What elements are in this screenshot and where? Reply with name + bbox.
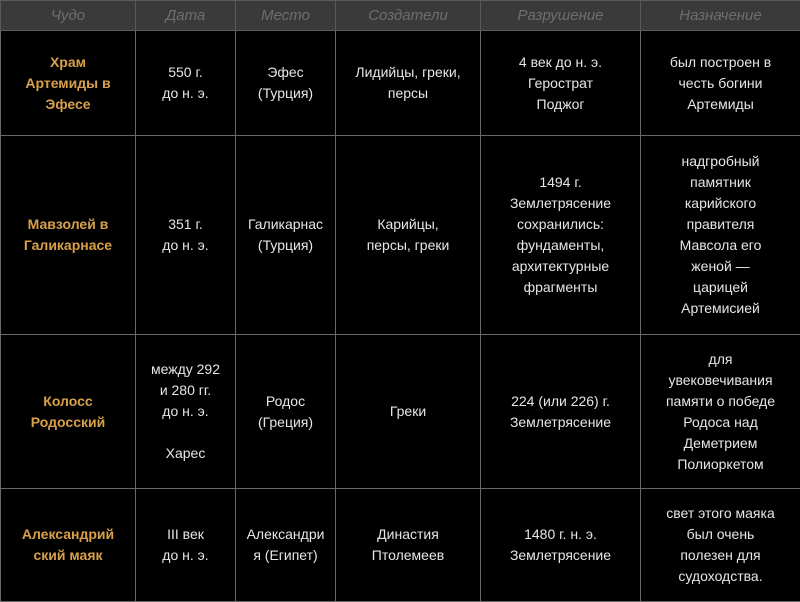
wonder-purpose: надгробный памятник карийского правителя Мавсола его женой — царицей Артемисией (641, 136, 800, 335)
wonder-creators: Карийцы, персы, греки (336, 136, 481, 335)
wonder-date: 550 г. до н. э. (136, 31, 236, 136)
wonder-name: Храм Артемиды в Эфесе (1, 31, 136, 136)
wonder-destruction: 1480 г. н. э. Землетрясение (481, 489, 641, 602)
header-purpose: Назначение (641, 1, 800, 31)
wonder-destruction: 224 (или 226) г. Землетрясение (481, 335, 641, 489)
wonder-name: Александрий ский маяк (1, 489, 136, 602)
wonder-date: между 292 и 280 гг. до н. э. Харес (136, 335, 236, 489)
table-row (1, 136, 800, 335)
wonder-place: Эфес (Турция) (236, 31, 336, 136)
header-date: Дата (136, 1, 236, 31)
wonder-place: Александри я (Египет) (236, 489, 336, 602)
table-row (1, 489, 800, 602)
wonder-place: Родос (Греция) (236, 335, 336, 489)
wonder-date: 351 г. до н. э. (136, 136, 236, 335)
wonder-destruction: 1494 г. Землетрясение сохранились: фундаменты, архитектурные фрагменты (481, 136, 641, 335)
table-row (1, 31, 800, 136)
header-row (1, 1, 800, 31)
wonder-purpose: для увековечивания памяти о победе Родоса над Деметрием Полиоркетом (641, 335, 800, 489)
wonder-creators: Греки (336, 335, 481, 489)
header-wonder: Чудо (1, 1, 136, 31)
header-creators: Создатели (336, 1, 481, 31)
wonder-purpose: свет этого маяка был очень полезен для судоходства. (641, 489, 800, 602)
wonder-name: Мавзолей в Галикарнасе (1, 136, 136, 335)
wonder-destruction: 4 век до н. э. Герострат Поджог (481, 31, 641, 136)
header-destruction: Разрушение (481, 1, 641, 31)
wonder-creators: Династия Птолемеев (336, 489, 481, 602)
wonder-purpose: был построен в честь богини Артемиды (641, 31, 800, 136)
wonder-creators: Лидийцы, греки, персы (336, 31, 481, 136)
header-place: Место (236, 1, 336, 31)
wonder-name: Колосс Родосский (1, 335, 136, 489)
wonder-date: III век до н. э. (136, 489, 236, 602)
table-row (1, 335, 800, 489)
wonder-place: Галикарнас (Турция) (236, 136, 336, 335)
